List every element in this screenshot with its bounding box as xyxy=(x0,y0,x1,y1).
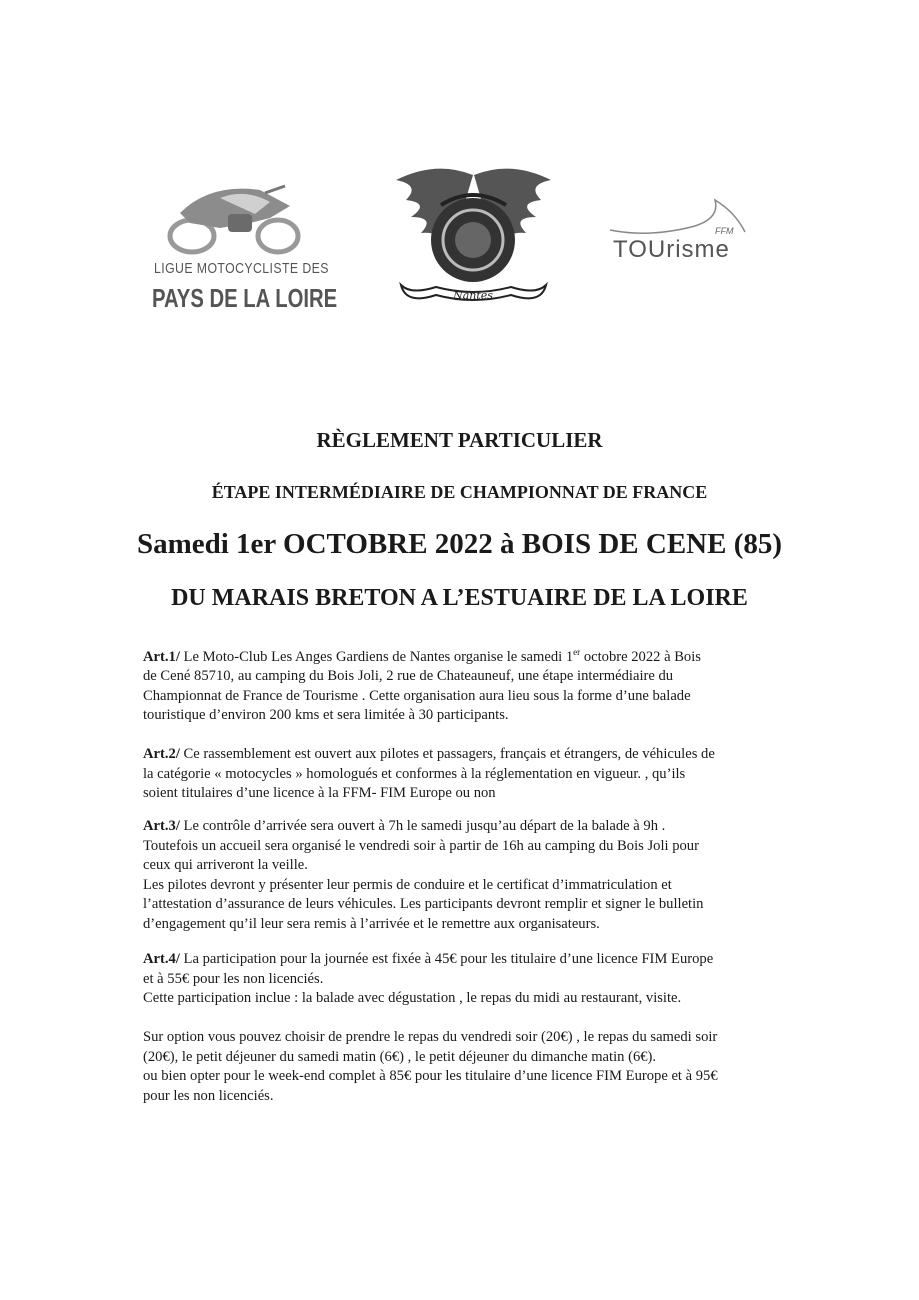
article-2 xyxy=(143,745,783,804)
ligue-pays-de-la-loire-logo xyxy=(150,178,338,318)
document-title: RÈGLEMENT PARTICULIER xyxy=(316,428,603,452)
article-1-line: octobre 2022 à Bois xyxy=(580,648,701,665)
article-3-line: ceux qui arriveront la veille. xyxy=(143,857,308,873)
ffm-tourisme-logo xyxy=(605,192,755,272)
options-line: (20€), le petit déjeuner du samedi matin (6€) , le petit déjeuner du dimanche matin (6€). xyxy=(143,1048,657,1065)
winged-emblem-icon xyxy=(386,155,561,325)
ffm-tag: FFM xyxy=(715,226,734,236)
options-line: Sur option vous pouvez choisir de prendre le repas du vendredi soir (20€) , le repas du samedi soir xyxy=(143,1029,718,1045)
options-line: ou bien opter pour le week-end complet à 85€ pour les titulaire d’une licence FIM Europe et à 95€ xyxy=(143,1068,718,1084)
article-3 xyxy=(143,817,783,934)
event-route-title: DU MARAIS BRETON A L’ESTUAIRE DE LA LOIRE xyxy=(171,585,748,611)
article-1-sup: er xyxy=(573,647,581,657)
ligue-name-line2: PAYS DE LA LOIRE xyxy=(152,283,338,313)
article-2-line: la catégorie « motocycles » homologués et conformes à la réglementation en vigueur. , qu’ils xyxy=(143,765,686,782)
article-4-label: Art.4/ xyxy=(143,951,180,967)
article-1-line: de Cené 85710, au camping du Bois Joli, 2 rue de Chateauneuf, une étape intermédiaire du xyxy=(143,668,674,685)
article-2-label: Art.2/ xyxy=(143,746,180,762)
options-paragraph xyxy=(143,1028,783,1106)
article-4-line: La participation pour la journée est fixée à 45€ pour les titulaire d’une licence FIM Europe xyxy=(179,951,714,967)
article-1-line: Le Moto-Club Les Anges Gardiens de Nantes organise le samedi 1 xyxy=(179,648,574,665)
article-4-line: et à 55€ pour les non licenciés. xyxy=(143,970,324,987)
event-date-location: Samedi 1er OCTOBRE 2022 à BOIS DE CENE (85) xyxy=(136,528,783,560)
article-1-label: Art.1/ xyxy=(143,648,180,665)
article-2-line: Ce rassemblement est ouvert aux pilotes et passagers, français et étrangers, de véhicules de xyxy=(179,746,715,762)
article-3-line: Toutefois un accueil sera organisé le vendredi soir à partir de 16h au camping du Bois Joli pour xyxy=(143,837,699,854)
anges-gardiens-emblem xyxy=(386,155,561,325)
article-1 xyxy=(143,643,783,726)
article-4 xyxy=(143,950,783,1009)
article-2-line: soient titulaires d’une licence à la FFM- FIM Europe ou non xyxy=(143,785,496,801)
document-subtitle: ÉTAPE INTERMÉDIAIRE DE CHAMPIONNAT DE FRANCE xyxy=(211,482,708,502)
options-line: pour les non licenciés. xyxy=(143,1087,274,1104)
article-3-line: Les pilotes devront y présenter leur permis de conduire et le certificat d’immatriculation et xyxy=(143,876,672,893)
ligue-name-line1: LIGUE MOTOCYCLISTE DES xyxy=(154,260,329,277)
article-3-line: l’attestation d’assurance de leurs véhicules. Les participants devront remplir et signer le bulletin xyxy=(143,896,704,912)
article-4-line: Cette participation inclue : la balade avec dégustation , le repas du midi au restaurant, visite. xyxy=(143,990,682,1006)
article-1-line: touristique d’environ 200 kms et sera limitée à 30 participants. xyxy=(143,707,509,724)
article-3-line: d’engagement qu’il leur sera remis à l’arrivée et le remettre aux organisateurs. xyxy=(143,915,600,932)
tourisme-wordmark: TOUrisme xyxy=(613,236,730,263)
emblem-script-text: Nantes xyxy=(453,289,493,302)
article-3-label: Art.3/ xyxy=(143,818,180,834)
article-1-line: Championnat de France de Tourisme . Cette organisation aura lieu sous la forme d’une balade xyxy=(143,687,691,704)
article-3-line: Le contrôle d’arrivée sera ouvert à 7h le samedi jusqu’au départ de la balade à 9h . xyxy=(179,818,666,834)
motorcycle-icon xyxy=(150,178,310,258)
